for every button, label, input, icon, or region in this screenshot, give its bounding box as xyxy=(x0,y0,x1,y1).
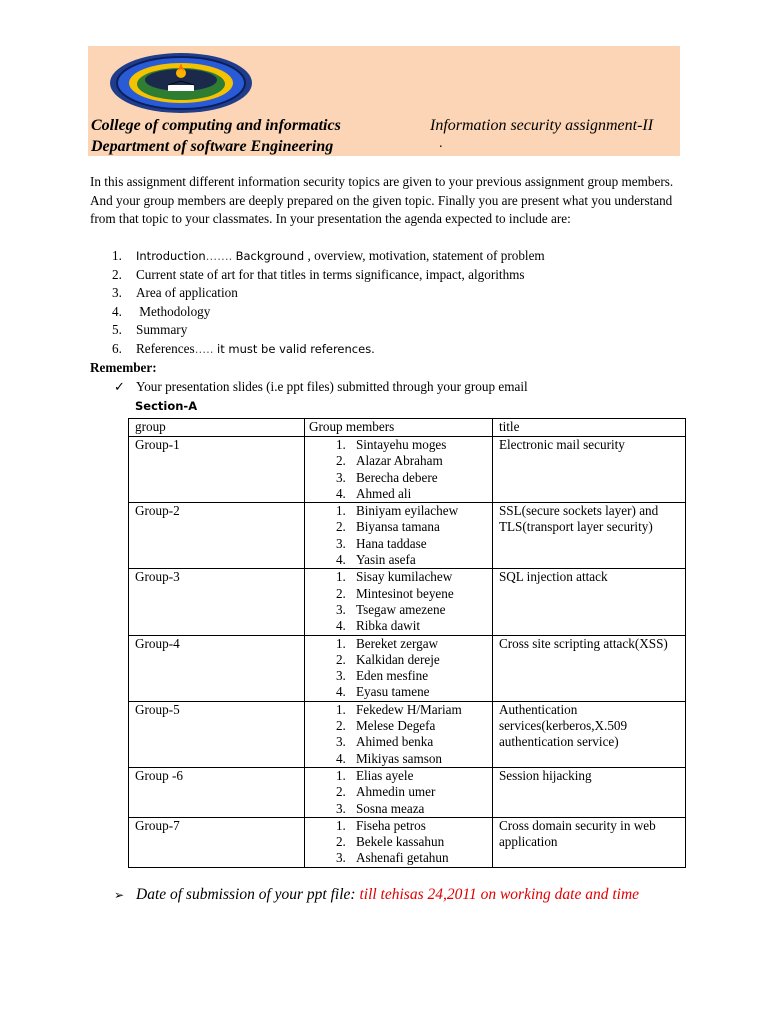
agenda-number: 4. xyxy=(112,303,122,319)
group-cell: Group-1 xyxy=(129,437,305,503)
member-number: 1. xyxy=(335,817,346,833)
member-item xyxy=(309,586,492,602)
agenda-item xyxy=(112,340,545,359)
member-name: Alazar Abraham xyxy=(355,453,443,469)
members-cell xyxy=(304,503,492,569)
member-number: 2. xyxy=(335,651,346,667)
member-name: Fiseha petros xyxy=(355,817,426,833)
title-cell: SSL(secure sockets layer) and TLS(transport layer security) xyxy=(492,503,685,569)
header-members: Group members xyxy=(304,419,492,437)
header-title: title xyxy=(492,419,685,437)
member-item xyxy=(309,768,492,784)
group-cell: Group-5 xyxy=(129,701,305,767)
submission-label: Date of submission of your ppt file: xyxy=(136,886,360,903)
table-header-row xyxy=(129,419,686,437)
assignment-dot: . xyxy=(439,136,443,151)
title-cell: Cross site scripting attack(XSS) xyxy=(492,635,685,701)
member-number: 2. xyxy=(335,718,346,734)
member-item xyxy=(309,503,492,519)
member-number: 2. xyxy=(335,519,346,535)
title-cell: Session hijacking xyxy=(492,767,685,817)
member-item xyxy=(309,569,492,585)
member-name: Bekele kassahun xyxy=(355,834,445,850)
members-cell xyxy=(304,635,492,701)
member-name: Bereket zergaw xyxy=(355,635,439,651)
member-number: 2. xyxy=(335,834,346,850)
group-cell: Group-2 xyxy=(129,503,305,569)
agenda-number: 2. xyxy=(112,266,122,282)
member-name: Fekedew H/Mariam xyxy=(355,701,462,717)
member-name: Berecha debere xyxy=(355,469,438,485)
submission-deadline: till tehisas 24,2011 on working date and time xyxy=(359,886,640,903)
group-cell: Group-4 xyxy=(129,635,305,701)
member-item xyxy=(309,552,492,568)
groups-table xyxy=(128,418,686,868)
group-cell: Group-3 xyxy=(129,569,305,635)
agenda-item xyxy=(112,266,545,285)
member-name: Tsegaw amezene xyxy=(355,601,446,617)
member-item xyxy=(309,834,492,850)
agenda-lead: Introduction xyxy=(136,249,206,263)
table-row xyxy=(129,767,686,817)
remember-label: Remember: xyxy=(90,360,157,375)
member-name: Mintesinot beyene xyxy=(355,585,454,601)
member-item xyxy=(309,751,492,767)
member-name: Biniyam eyilachew xyxy=(355,503,459,519)
members-cell xyxy=(304,437,492,503)
agenda-lead: References xyxy=(136,340,195,356)
agenda-list xyxy=(112,247,545,359)
member-number: 3. xyxy=(335,601,346,617)
member-number: 3. xyxy=(335,734,346,750)
member-number: 4. xyxy=(335,618,346,634)
arrow-bullet-icon: ➢ xyxy=(114,888,125,902)
college-name: College of computing and informatics xyxy=(91,117,341,134)
member-number: 2. xyxy=(335,585,346,601)
member-item xyxy=(309,437,492,453)
section-label: Section-A xyxy=(135,399,198,413)
member-item xyxy=(309,784,492,800)
title-cell: Electronic mail security xyxy=(492,437,685,503)
member-name: Sosna meaza xyxy=(355,800,425,816)
member-name: Eden mesfine xyxy=(355,668,429,684)
assignment-title: Information security assignment-II xyxy=(430,117,654,134)
title-cell: SQL injection attack xyxy=(492,569,685,635)
member-item xyxy=(309,702,492,718)
members-cell xyxy=(304,817,492,867)
agenda-number: 1. xyxy=(112,248,122,263)
member-number: 3. xyxy=(335,535,346,551)
agenda-item xyxy=(112,284,545,303)
title-cell: Cross domain security in web application xyxy=(492,817,685,867)
member-name: Ahimed benka xyxy=(355,734,434,750)
member-item xyxy=(309,652,492,668)
member-number: 3. xyxy=(335,850,346,866)
member-number: 3. xyxy=(335,469,346,485)
member-name: Eyasu tamene xyxy=(355,684,430,700)
title-cell: Authentication services(kerberos,X.509 authentication service) xyxy=(492,701,685,767)
member-name: Biyansa tamana xyxy=(355,519,440,535)
submission-text xyxy=(136,884,676,906)
member-number: 4. xyxy=(335,684,346,700)
member-name: Ashenafi getahun xyxy=(355,850,449,866)
member-item xyxy=(309,718,492,734)
member-item xyxy=(309,734,492,750)
member-name: Ahmed ali xyxy=(355,485,412,501)
department-name: Department of software Engineering xyxy=(91,138,334,155)
agenda-dots: ……. xyxy=(205,249,233,263)
table-row xyxy=(129,503,686,569)
intro-paragraph: In this assignment different information security topics are given to your previous assignment group members. And your group members are deeply prepared on the given topic. Finally you are present what you understand from that topic to your classmates. In your presentation the agenda expected to include are: xyxy=(90,174,674,227)
member-name: Ribka dawit xyxy=(355,618,421,634)
member-number: 1. xyxy=(335,635,346,651)
members-cell xyxy=(304,701,492,767)
header-band xyxy=(88,46,680,156)
member-name: Sisay kumilachew xyxy=(355,569,453,585)
agenda-text: Methodology xyxy=(136,303,211,319)
table-row xyxy=(129,569,686,635)
agenda-cal-text: Background xyxy=(235,249,305,263)
member-number: 1. xyxy=(335,701,346,717)
remember-bullet xyxy=(114,379,528,395)
member-item xyxy=(309,801,492,817)
header-group: group xyxy=(129,419,305,437)
member-item xyxy=(309,602,492,618)
member-number: 2. xyxy=(335,784,346,800)
table-row xyxy=(129,817,686,867)
members-cell xyxy=(304,569,492,635)
member-name: Hana taddase xyxy=(355,535,427,551)
agenda-text: , overview, motivation, statement of problem xyxy=(304,248,545,263)
member-number: 3. xyxy=(335,668,346,684)
checkmark-icon: ✓ xyxy=(114,379,126,394)
member-number: 4. xyxy=(335,485,346,501)
group-cell: Group-7 xyxy=(129,817,305,867)
agenda-item xyxy=(112,303,545,322)
member-name: Sintayehu moges xyxy=(355,437,447,452)
member-item xyxy=(309,636,492,652)
agenda-text: Current state of art for that titles in terms significance, impact, algorithms xyxy=(136,266,525,282)
table-row xyxy=(129,701,686,767)
remember-text: Your presentation slides (i.e ppt files) submitted through your group email xyxy=(136,379,528,394)
member-number: 4. xyxy=(335,552,346,568)
member-number: 1. xyxy=(335,767,346,783)
member-name: Melese Degefa xyxy=(355,718,436,734)
agenda-number: 6. xyxy=(112,340,122,356)
member-item xyxy=(309,470,492,486)
members-cell xyxy=(304,767,492,817)
agenda-item xyxy=(112,247,545,266)
member-number: 1. xyxy=(335,437,346,452)
member-item xyxy=(309,536,492,552)
member-name: Kalkidan dereje xyxy=(355,651,440,667)
agenda-cal-text: it must be valid references. xyxy=(213,341,375,356)
agenda-number: 5. xyxy=(112,322,122,338)
group-cell: Group -6 xyxy=(129,767,305,817)
member-item xyxy=(309,486,492,502)
member-item xyxy=(309,850,492,866)
university-logo xyxy=(108,51,254,115)
member-item xyxy=(309,618,492,634)
member-number: 3. xyxy=(335,800,346,816)
member-number: 1. xyxy=(335,503,346,519)
agenda-number: 3. xyxy=(112,285,122,301)
agenda-text: Area of application xyxy=(136,285,238,301)
agenda-item xyxy=(112,321,545,340)
member-item xyxy=(309,453,492,469)
member-item xyxy=(309,818,492,834)
member-number: 1. xyxy=(335,569,346,585)
member-name: Elias ayele xyxy=(355,767,414,783)
agenda-text: Summary xyxy=(136,322,188,338)
table-row xyxy=(129,437,686,503)
member-name: Yasin asefa xyxy=(355,552,416,568)
member-number: 4. xyxy=(335,750,346,766)
member-item xyxy=(309,519,492,535)
table-row xyxy=(129,635,686,701)
member-item xyxy=(309,668,492,684)
member-item xyxy=(309,684,492,700)
member-number: 2. xyxy=(335,453,346,469)
member-name: Mikiyas samson xyxy=(355,750,443,766)
member-name: Ahmedin umer xyxy=(355,784,436,800)
agenda-dots: ….. xyxy=(194,341,214,356)
